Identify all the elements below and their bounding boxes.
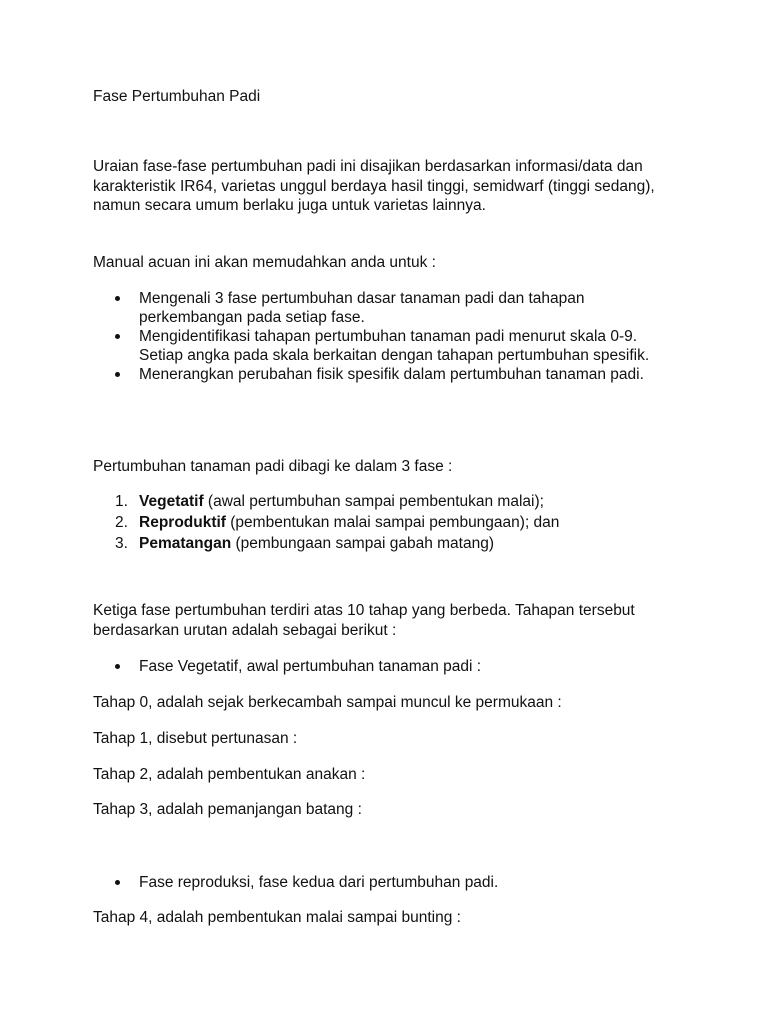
reproductive-heading: Fase reproduksi, fase kedua dari pertumbuhan padi.: [139, 874, 499, 891]
list-item: [93, 512, 683, 533]
bullet-icon: [115, 334, 120, 339]
list-item: [93, 657, 683, 676]
stage-2-text: Tahap 2, adalah pembentukan anakan :: [93, 766, 366, 783]
goals-list: [93, 289, 683, 384]
list-item: [93, 365, 683, 384]
reproductive-list: [93, 873, 683, 892]
bullet-icon: [115, 664, 120, 669]
phases-lead-text: Pertumbuhan tanaman padi dibagi ke dalam 3 fase :: [93, 458, 453, 475]
page-title: Fase Pertumbuhan Padi: [93, 88, 261, 105]
phase-description: (pembungaan sampai gabah matang): [231, 535, 494, 552]
phase-name: Reproduktif: [139, 514, 226, 531]
bullet-icon: [115, 372, 120, 377]
stage-4-text: Tahap 4, adalah pembentukan malai sampai bunting :: [93, 909, 461, 926]
list-number: 1.: [115, 493, 128, 510]
goal-text: Mengenali 3 fase pertumbuhan dasar tanaman padi dan tahapan perkembangan pada setiap fase.: [139, 290, 585, 326]
intro-paragraph: Uraian fase-fase pertumbuhan padi ini disajikan berdasarkan informasi/data dan karakteristik IR64, varietas unggul berdaya hasil tinggi, semidwarf (tinggi sedang), namun secara umum berlaku juga untuk varietas lainnya.: [93, 158, 655, 214]
phase-description: (awal pertumbuhan sampai pembentukan malai);: [203, 493, 544, 510]
vegetative-heading: Fase Vegetatif, awal pertumbuhan tanaman padi :: [139, 658, 482, 675]
goal-text: Mengidentifikasi tahapan pertumbuhan tanaman padi menurut skala 0-9. Setiap angka pada skala berkaitan dengan tahapan pertumbuhan spesifik.: [139, 328, 650, 364]
stages-lead-text: Ketiga fase pertumbuhan terdiri atas 10 tahap yang berbeda. Tahapan tersebut berdasarkan urutan adalah sebagai berikut :: [93, 602, 635, 639]
stage-0-text: Tahap 0, adalah sejak berkecambah sampai muncul ke permukaan :: [93, 694, 562, 711]
bullet-icon: [115, 296, 120, 301]
list-item: [93, 533, 683, 554]
list-item: [93, 873, 683, 892]
list-item: [93, 491, 683, 512]
phases-list: [93, 491, 683, 554]
phase-description: (pembentukan malai sampai pembungaan); dan: [225, 514, 560, 531]
list-number: 3.: [115, 535, 128, 552]
stage-3-text: Tahap 3, adalah pemanjangan batang :: [93, 801, 362, 818]
bullet-icon: [115, 880, 120, 885]
vegetative-list: [93, 657, 683, 676]
goal-text: Menerangkan perubahan fisik spesifik dalam pertumbuhan tanaman padi.: [139, 366, 644, 383]
list-number: 2.: [115, 514, 128, 531]
manual-lead-text: Manual acuan ini akan memudahkan anda untuk :: [93, 254, 436, 271]
phase-name: Vegetatif: [139, 493, 204, 510]
phase-name: Pematangan: [139, 535, 232, 552]
list-item: [93, 289, 683, 327]
list-item: [93, 327, 683, 365]
stage-1-text: Tahap 1, disebut pertunasan :: [93, 730, 298, 747]
